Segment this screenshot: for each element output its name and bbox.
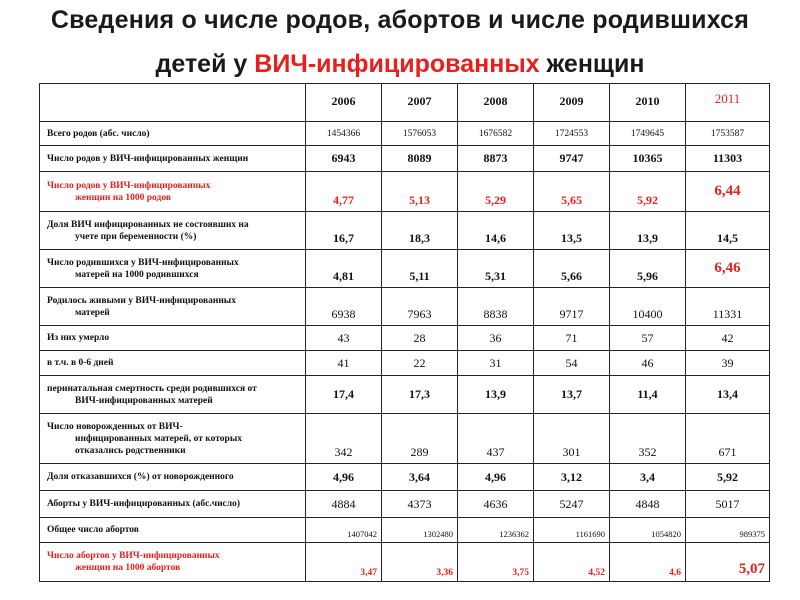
table-cell: 4,6 [610, 543, 686, 582]
table-cell: 13,4 [686, 376, 770, 414]
table-cell: 3,4 [610, 464, 686, 491]
row-label: Доля отказавшихся (%) от новорожденного [40, 464, 306, 491]
header-year-2008: 2008 [458, 84, 534, 122]
title-line2-pre: детей у [155, 50, 255, 78]
table-cell: 4373 [382, 491, 458, 518]
table-cell: 6938 [306, 288, 382, 326]
title-line2-post: женщин [539, 50, 645, 78]
table-cell: 5,07 [686, 543, 770, 582]
table-cell: 31 [458, 351, 534, 376]
table-cell: 5,31 [458, 250, 534, 288]
row-label: Число родов у ВИЧ-инфицированных женщин [40, 146, 306, 172]
table-cell: 11,4 [610, 376, 686, 414]
table-cell: 14,6 [458, 212, 534, 250]
table-row [40, 464, 770, 491]
table-cell: 5,92 [610, 172, 686, 212]
table-cell: 1236362 [458, 518, 534, 543]
table-cell: 5,11 [382, 250, 458, 288]
table-cell: 4,77 [306, 172, 382, 212]
table-row [40, 146, 770, 172]
table-cell: 5,65 [534, 172, 610, 212]
row-label: Аборты у ВИЧ-инфицированных (абс.число) [40, 491, 306, 518]
row-label-line: инфицированных матерей, от которых [75, 433, 243, 444]
row-label [40, 414, 306, 464]
header-year-2009: 2009 [534, 84, 610, 122]
table-row [40, 288, 770, 326]
table-cell: 7963 [382, 288, 458, 326]
table-cell: 5247 [534, 491, 610, 518]
header-year-2011: 2011 [686, 84, 770, 122]
row-label-line: Доля ВИЧ инфицированных не состоявших на [47, 219, 249, 230]
row-label: Из них умерло [40, 326, 306, 351]
table-cell: 22 [382, 351, 458, 376]
table-cell: 17,4 [306, 376, 382, 414]
table-cell: 6,44 [686, 172, 770, 212]
table-cell: 3,36 [382, 543, 458, 582]
table-cell: 4,81 [306, 250, 382, 288]
table-cell: 1407042 [306, 518, 382, 543]
page-title-line2 [0, 50, 800, 79]
table-cell: 4848 [610, 491, 686, 518]
table-cell: 43 [306, 326, 382, 351]
row-label: в т.ч. в 0-6 дней [40, 351, 306, 376]
table-cell: 18,3 [382, 212, 458, 250]
table-row [40, 518, 770, 543]
row-label-line: Число родов у ВИЧ-инфицированных [47, 180, 211, 191]
table-cell: 989375 [686, 518, 770, 543]
table-cell: 671 [686, 414, 770, 464]
row-label [40, 376, 306, 414]
table-cell: 437 [458, 414, 534, 464]
row-label-line: отказались родственники [75, 445, 186, 456]
table-row [40, 543, 770, 582]
table-cell: 1161690 [534, 518, 610, 543]
table-row [40, 172, 770, 212]
row-label-line: Число родившихся у ВИЧ-инфицированных [47, 257, 239, 268]
table-cell: 16,7 [306, 212, 382, 250]
table-cell: 1724553 [534, 122, 610, 146]
header-year-2010: 2010 [610, 84, 686, 122]
title-line1-text: Сведения о числе родов, абортов и числе родившихся [50, 6, 750, 34]
table-cell: 46 [610, 351, 686, 376]
header-empty-cell [40, 84, 306, 122]
table-cell: 289 [382, 414, 458, 464]
row-label-line: Родилось живыми у ВИЧ-инфицированных [47, 295, 236, 306]
table-row [40, 122, 770, 146]
table-cell: 13,9 [458, 376, 534, 414]
row-label-line: учете при беременности (%) [75, 231, 197, 242]
table-cell: 5017 [686, 491, 770, 518]
row-label-line: матерей [75, 307, 110, 318]
table-cell: 14,5 [686, 212, 770, 250]
table-cell: 5,96 [610, 250, 686, 288]
table-cell: 1576053 [382, 122, 458, 146]
table-cell: 1676582 [458, 122, 534, 146]
table-cell: 3,47 [306, 543, 382, 582]
row-label [40, 288, 306, 326]
row-label: Общее число абортов [40, 518, 306, 543]
table-cell: 28 [382, 326, 458, 351]
table-cell: 1302480 [382, 518, 458, 543]
row-label-line: женщин на 1000 абортов [75, 563, 181, 573]
table-row [40, 414, 770, 464]
table-cell: 3,75 [458, 543, 534, 582]
table-row [40, 250, 770, 288]
table-cell: 10365 [610, 146, 686, 172]
header-row [40, 84, 770, 122]
table-cell: 1454366 [306, 122, 382, 146]
table-cell: 6943 [306, 146, 382, 172]
row-label-line: матерей на 1000 родившихся [75, 269, 199, 280]
table-cell: 352 [610, 414, 686, 464]
table-cell: 39 [686, 351, 770, 376]
table-cell: 41 [306, 351, 382, 376]
table-cell: 57 [610, 326, 686, 351]
table-row [40, 491, 770, 518]
table-cell: 1054820 [610, 518, 686, 543]
table-cell: 17,3 [382, 376, 458, 414]
row-label-line: ВИЧ-инфицированных матерей [75, 395, 213, 406]
table-cell: 11331 [686, 288, 770, 326]
table-cell: 4,96 [458, 464, 534, 491]
row-label [40, 543, 306, 582]
table-cell: 301 [534, 414, 610, 464]
table-cell: 1753587 [686, 122, 770, 146]
table-cell: 9747 [534, 146, 610, 172]
table-cell: 54 [534, 351, 610, 376]
table-cell: 4,52 [534, 543, 610, 582]
table-cell: 4636 [458, 491, 534, 518]
table-cell: 4,96 [306, 464, 382, 491]
table-row [40, 351, 770, 376]
table-row [40, 376, 770, 414]
table-cell: 1749645 [610, 122, 686, 146]
table-cell: 4884 [306, 491, 382, 518]
row-label [40, 250, 306, 288]
table-cell: 9717 [534, 288, 610, 326]
row-label [40, 212, 306, 250]
table-cell: 8089 [382, 146, 458, 172]
table-cell: 3,12 [534, 464, 610, 491]
row-label-line: перинатальная смертность среди родившихся от [47, 383, 257, 394]
table-cell: 5,29 [458, 172, 534, 212]
table-cell: 8838 [458, 288, 534, 326]
table-cell: 5,66 [534, 250, 610, 288]
table-cell: 36 [458, 326, 534, 351]
table-row [40, 212, 770, 250]
table-cell: 42 [686, 326, 770, 351]
table-cell: 8873 [458, 146, 534, 172]
row-label: Всего родов (абс. число) [40, 122, 306, 146]
table-cell: 10400 [610, 288, 686, 326]
table-cell: 5,92 [686, 464, 770, 491]
row-label [40, 172, 306, 212]
table-cell: 6,46 [686, 250, 770, 288]
row-label-line: Число новорожденных от ВИЧ- [47, 421, 183, 432]
statistics-table [39, 83, 770, 582]
table-cell: 13,7 [534, 376, 610, 414]
header-year-2007: 2007 [382, 84, 458, 122]
row-label-line: женщин на 1000 родов [75, 192, 171, 203]
table-row [40, 326, 770, 351]
table-cell: 13,5 [534, 212, 610, 250]
table-cell: 71 [534, 326, 610, 351]
table-cell: 342 [306, 414, 382, 464]
title-line2-highlight: ВИЧ-инфицированных [254, 50, 540, 78]
table-cell: 11303 [686, 146, 770, 172]
table-cell: 13,9 [610, 212, 686, 250]
table-cell: 3,64 [382, 464, 458, 491]
page-title-line1 [0, 6, 800, 35]
row-label-line: Число абортов у ВИЧ-инфицированных [47, 551, 220, 561]
header-year-2006: 2006 [306, 84, 382, 122]
table-cell: 5,13 [382, 172, 458, 212]
